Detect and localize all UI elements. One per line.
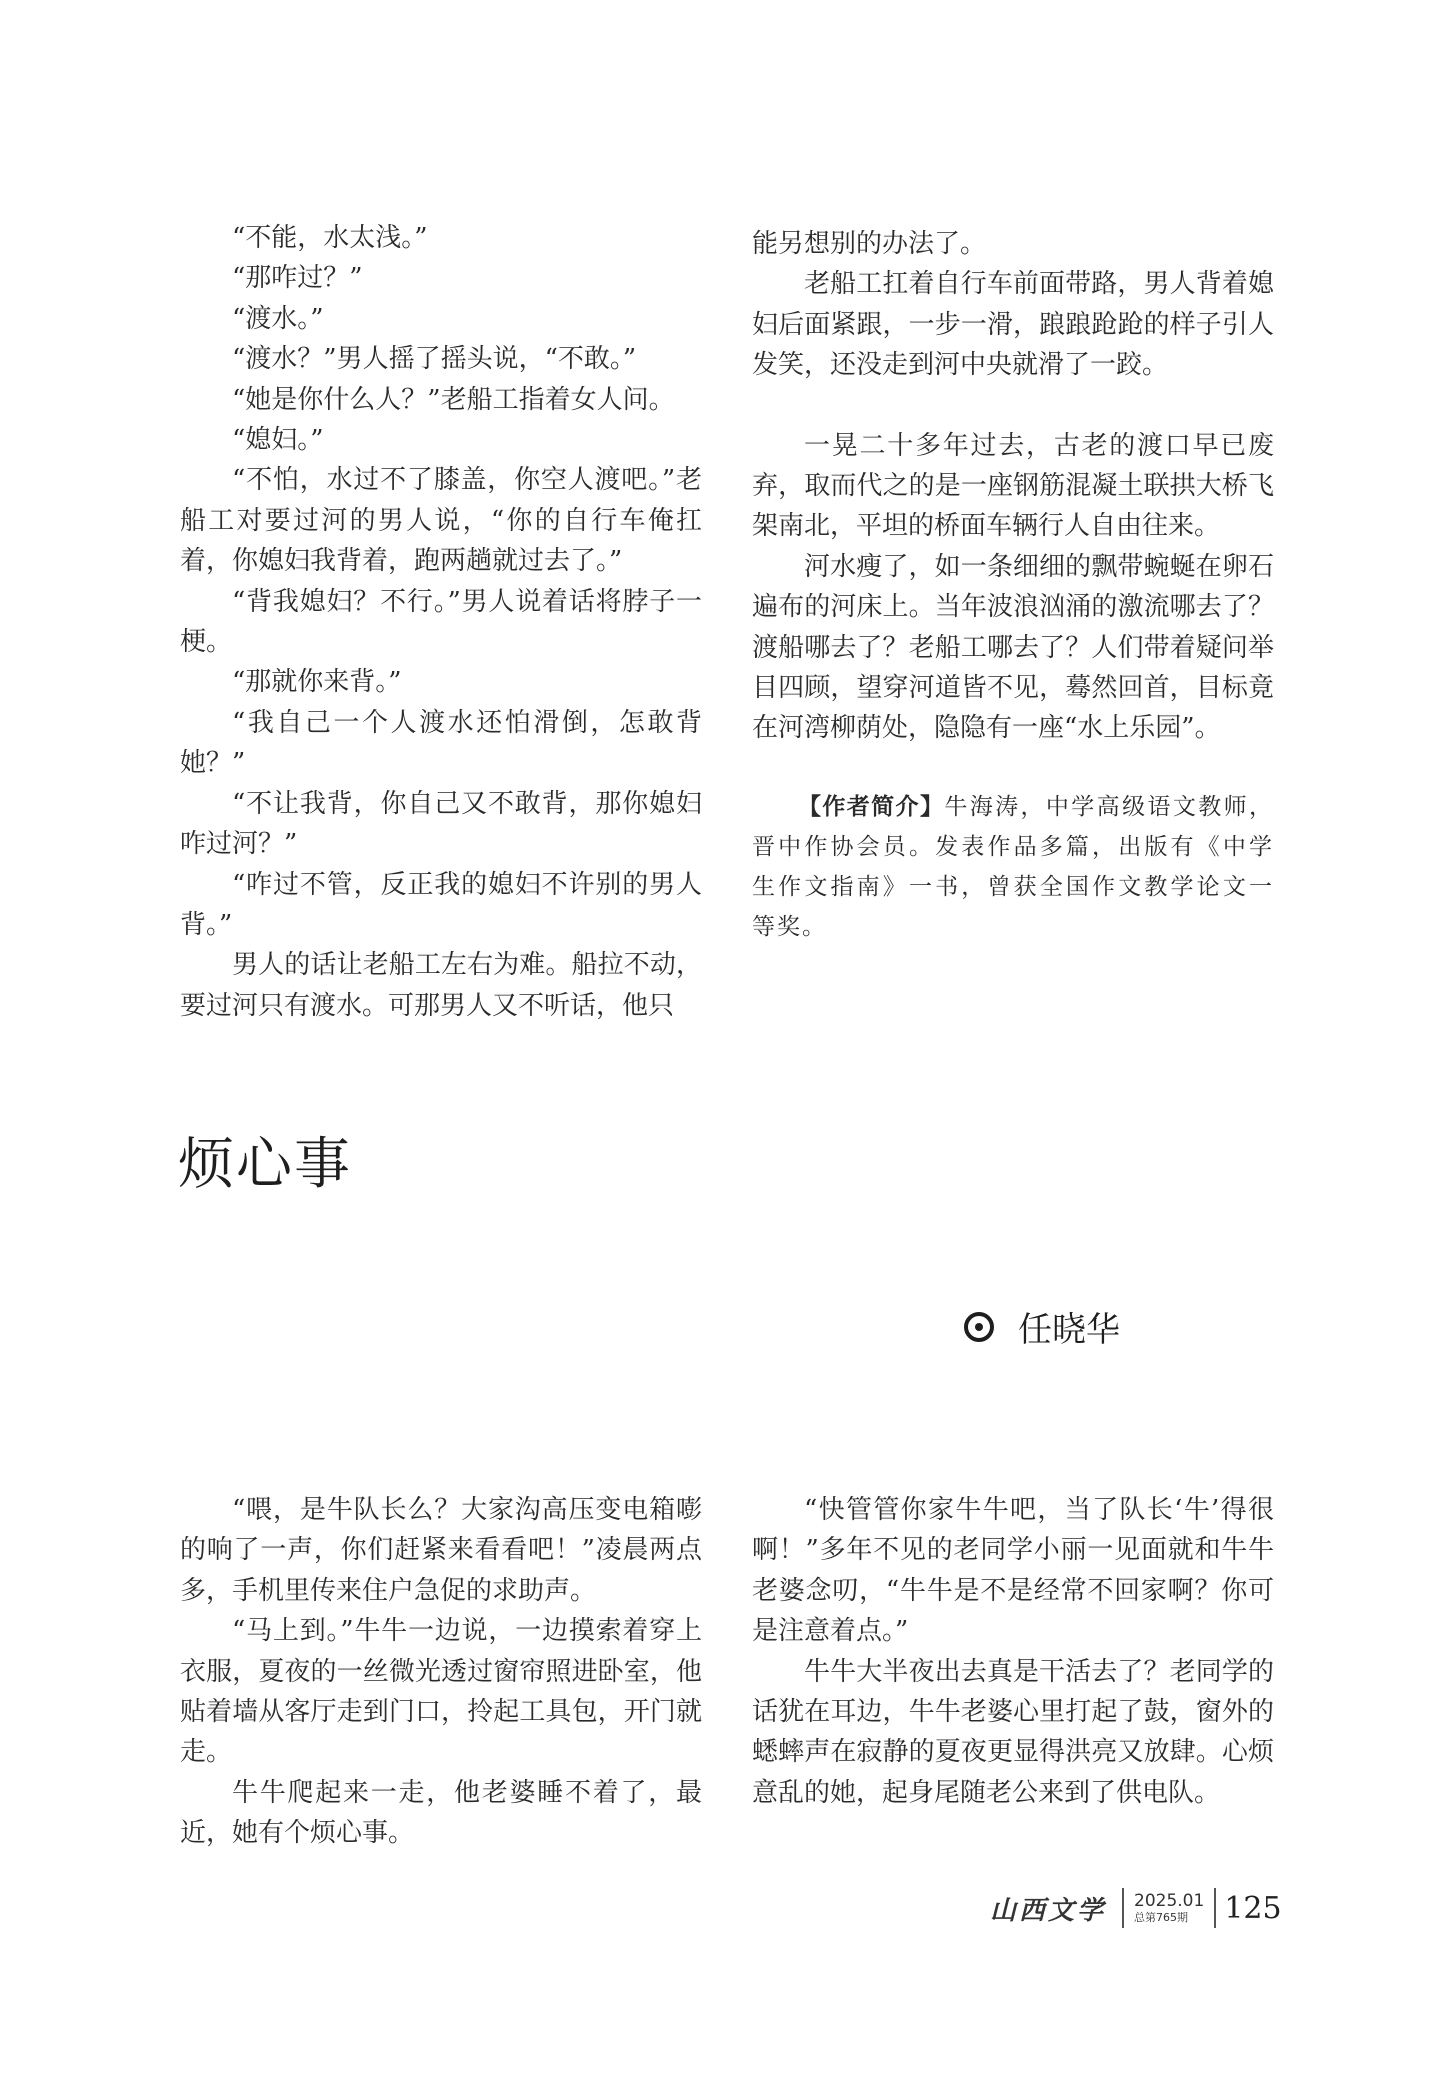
paragraph: “不能，水太浅。” (232, 223, 428, 253)
paragraph: “不让我背，你自己又不敢背，那你媳妇咋过河？” (180, 788, 702, 860)
paragraph: “喂，是牛队长么？大家沟高压变电箱嘭的响了一声，你们赶紧来看看吧！”凌晨两点多，手机里传来住户急促的求助声。 (180, 1495, 702, 1606)
issue-info (1124, 1891, 1214, 1925)
paragraph: 一晃二十多年过去，古老的渡口早已废弃，取而代之的是一座钢筋混凝土联拱大桥飞架南北，平坦的桥面车辆行人自由往来。 (752, 430, 1274, 542)
paragraph: 牛牛大半夜出去真是干活去了？老同学的话犹在耳边，牛牛老婆心里打起了鼓，窗外的蟋蟀声在寂静的夏夜更显得洪亮又放肆。心烦意乱的她，起身尾随老公来到了供电队。 (752, 1656, 1274, 1808)
paragraph: “咋过不管，反正我的媳妇不许别的男人背。” (180, 869, 702, 940)
issue-total: 总第765期 (1134, 1911, 1189, 1924)
paragraph: “我自己一个人渡水还怕滑倒，怎敢背她？” (180, 707, 702, 779)
circle-dot-icon (964, 1312, 994, 1342)
paragraph: “背我媳妇？不行。”男人说着话将脖子一梗。 (180, 586, 702, 658)
author-bio-text: 牛海涛，中学高级语文教师，晋中作协会员。发表作品多篇，出版有《中学生作文指南》一书，曾获全国作文教学论文一等奖。 (752, 793, 1275, 940)
byline (964, 1302, 1120, 1351)
author-name: 任晓华 (1018, 1310, 1120, 1350)
paragraph: 男人的话让老船工左右为难。船拉不动，要过河只有渡水。可那男人又不听话，他只 (180, 950, 702, 1021)
author-bio-label: 【作者简介】 (798, 793, 945, 820)
continuation-line: 能另想别的办法了。 (752, 229, 987, 259)
page-footer (990, 1884, 1282, 1932)
top-left-column (180, 218, 702, 1026)
paragraph: “渡水。” (232, 303, 324, 334)
journal-logo: 山西文学 (990, 1895, 1107, 1926)
paragraph: “媳妇。” (232, 425, 324, 456)
paragraph: 牛牛爬起来一走，他老婆睡不着了，最近，她有个烦心事。 (180, 1777, 702, 1849)
top-right-column (752, 224, 1274, 947)
paragraph: “渡水？”男人摇了摇头说，“不敢。” (232, 344, 637, 375)
paragraph: “那咋过？” (232, 263, 363, 294)
paragraph: “不怕，水过不了膝盖，你空人渡吧。”老船工对要过河的男人说，“你的自行车俺扛着，你媳妇我背着，跑两趟就过去了。” (180, 465, 702, 577)
paragraph: “那就你来背。” (232, 667, 402, 698)
bottom-left-column (180, 1490, 702, 1854)
paragraph: 老船工扛着自行车前面带路，男人背着媳妇后面紧跟，一步一滑，踉踉跄跄的样子引人发笑，还没走到河中央就滑了一跤。 (752, 269, 1274, 381)
paragraph: “快管管你家牛牛吧，当了队长‘牛’得很啊！”多年不见的老同学小丽一见面就和牛牛老婆念叨，“牛牛是不是经常不回家啊？你可是注意着点。” (752, 1495, 1274, 1647)
paragraph: 河水瘦了，如一条细细的飘带蜿蜒在卵石遍布的河床上。当年波浪汹涌的激流哪去了？渡船哪去了？老船工哪去了？人们带着疑问举目四顾，望穿河道皆不见，蓦然回首，目标竟在河湾柳荫处，隐隐有一座“水上乐园”。 (752, 551, 1274, 744)
paragraph: “她是你什么人？”老船工指着女人问。 (232, 384, 675, 415)
page-number: 125 (1224, 1890, 1282, 1926)
paragraph: “马上到。”牛牛一边说，一边摸索着穿上衣服，夏夜的一丝微光透过窗帘照进卧室，他贴着墙从客厅走到门口，拎起工具包，开门就走。 (180, 1616, 702, 1768)
author-bio (752, 787, 1274, 947)
bottom-right-column (752, 1490, 1274, 1813)
story-title: 烦心事 (178, 1132, 352, 1197)
issue-date: 2025.01 (1134, 1891, 1205, 1911)
